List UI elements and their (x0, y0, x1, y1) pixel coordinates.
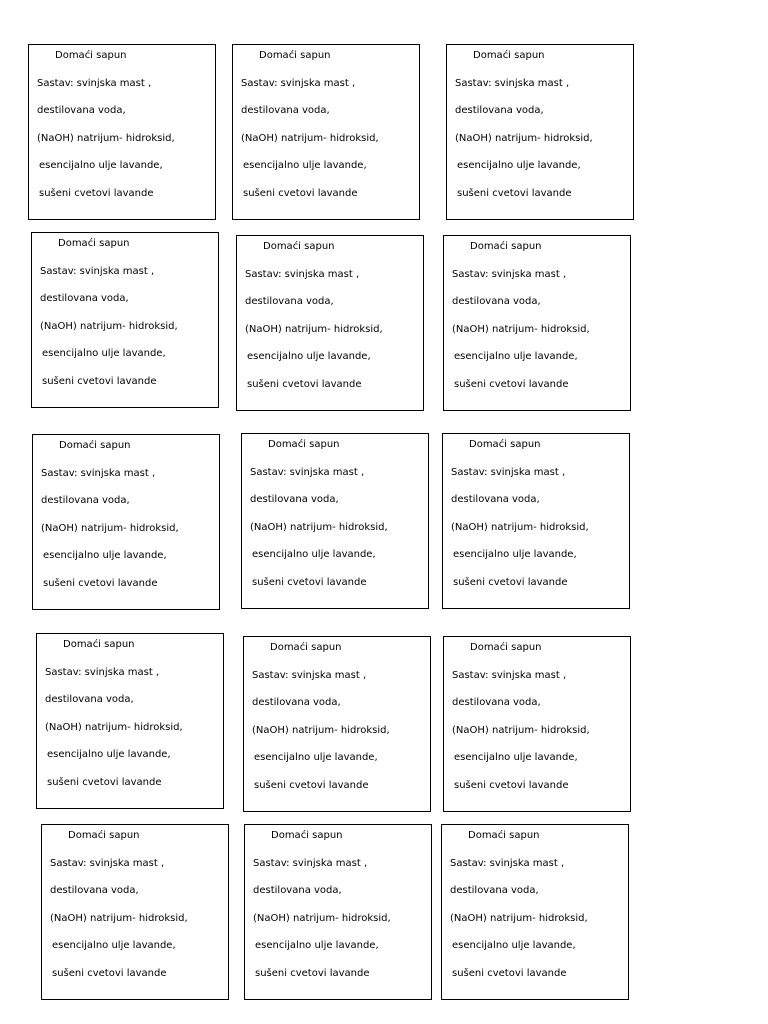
ingredient-line: Sastav: svinjska mast , (37, 78, 152, 89)
card-title: Domaći sapun (473, 50, 545, 61)
ingredient-line: sušeni cvetovi lavande (52, 968, 167, 979)
card-title: Domaći sapun (259, 50, 331, 61)
ingredient-line: (NaOH) natrijum- hidroksid, (455, 133, 593, 144)
ingredient-line: sušeni cvetovi lavande (255, 968, 370, 979)
card-title: Domaći sapun (271, 830, 343, 841)
ingredient-line: Sastav: svinjska mast , (253, 858, 368, 869)
soap-label-card (443, 235, 631, 411)
card-title: Domaći sapun (63, 639, 135, 650)
ingredient-line: sušeni cvetovi lavande (42, 376, 157, 387)
ingredient-line: sušeni cvetovi lavande (254, 780, 369, 791)
ingredient-line: esencijalno ulje lavande, (254, 752, 378, 763)
soap-label-card (36, 633, 224, 809)
ingredient-line: esencijalno ulje lavande, (243, 160, 367, 171)
ingredient-line: (NaOH) natrijum- hidroksid, (245, 324, 383, 335)
card-title: Domaći sapun (59, 440, 131, 451)
card-title: Domaći sapun (470, 642, 542, 653)
ingredient-line: Sastav: svinjska mast , (452, 269, 567, 280)
ingredient-line: sušeni cvetovi lavande (39, 188, 154, 199)
card-title: Domaći sapun (263, 241, 335, 252)
ingredient-line: (NaOH) natrijum- hidroksid, (451, 522, 589, 533)
ingredient-line: esencijalno ulje lavande, (452, 940, 576, 951)
ingredient-line: (NaOH) natrijum- hidroksid, (452, 324, 590, 335)
card-title: Domaći sapun (268, 439, 340, 450)
ingredient-line: (NaOH) natrijum- hidroksid, (241, 133, 379, 144)
ingredient-line: sušeni cvetovi lavande (247, 379, 362, 390)
ingredient-line: (NaOH) natrijum- hidroksid, (50, 913, 188, 924)
ingredient-line: esencijalno ulje lavande, (454, 752, 578, 763)
ingredient-line: (NaOH) natrijum- hidroksid, (450, 913, 588, 924)
ingredient-line: destilovana voda, (241, 105, 330, 116)
ingredient-line: sušeni cvetovi lavande (453, 577, 568, 588)
ingredient-line: esencijalno ulje lavande, (453, 549, 577, 560)
ingredient-line: (NaOH) natrijum- hidroksid, (45, 722, 183, 733)
ingredient-line: Sastav: svinjska mast , (452, 670, 567, 681)
ingredient-line: destilovana voda, (452, 296, 541, 307)
soap-label-card (236, 235, 424, 411)
ingredient-line: (NaOH) natrijum- hidroksid, (452, 725, 590, 736)
ingredient-line: esencijalno ulje lavande, (247, 351, 371, 362)
ingredient-line: Sastav: svinjska mast , (451, 467, 566, 478)
ingredient-line: esencijalno ulje lavande, (47, 749, 171, 760)
card-title: Domaći sapun (470, 241, 542, 252)
ingredient-line: Sastav: svinjska mast , (250, 467, 365, 478)
soap-label-card (244, 824, 432, 1000)
ingredient-line: esencijalno ulje lavande, (43, 550, 167, 561)
ingredient-line: Sastav: svinjska mast , (455, 78, 570, 89)
ingredient-line: destilovana voda, (253, 885, 342, 896)
ingredient-line: destilovana voda, (245, 296, 334, 307)
ingredient-line: destilovana voda, (41, 495, 130, 506)
ingredient-line: destilovana voda, (40, 293, 129, 304)
soap-label-card (32, 434, 220, 610)
ingredient-line: destilovana voda, (250, 494, 339, 505)
ingredient-line: destilovana voda, (37, 105, 126, 116)
ingredient-line: Sastav: svinjska mast , (41, 468, 156, 479)
ingredient-line: sušeni cvetovi lavande (454, 780, 569, 791)
card-title: Domaći sapun (270, 642, 342, 653)
ingredient-line: sušeni cvetovi lavande (243, 188, 358, 199)
ingredient-line: (NaOH) natrijum- hidroksid, (41, 523, 179, 534)
ingredient-line: sušeni cvetovi lavande (43, 578, 158, 589)
ingredient-line: destilovana voda, (451, 494, 540, 505)
card-title: Domaći sapun (469, 439, 541, 450)
ingredient-line: destilovana voda, (455, 105, 544, 116)
ingredient-line: (NaOH) natrijum- hidroksid, (252, 725, 390, 736)
ingredient-line: sušeni cvetovi lavande (457, 188, 572, 199)
soap-label-card (446, 44, 634, 220)
ingredient-line: destilovana voda, (452, 697, 541, 708)
card-title: Domaći sapun (68, 830, 140, 841)
soap-label-card (442, 433, 630, 609)
ingredient-line: sušeni cvetovi lavande (452, 968, 567, 979)
ingredient-line: destilovana voda, (450, 885, 539, 896)
ingredient-line: esencijalno ulje lavande, (252, 549, 376, 560)
ingredient-line: esencijalno ulje lavande, (457, 160, 581, 171)
ingredient-line: esencijalno ulje lavande, (39, 160, 163, 171)
soap-label-card (28, 44, 216, 220)
soap-label-card (243, 636, 431, 812)
ingredient-line: Sastav: svinjska mast , (241, 78, 356, 89)
card-title: Domaći sapun (468, 830, 540, 841)
ingredient-line: Sastav: svinjska mast , (45, 667, 160, 678)
ingredient-line: Sastav: svinjska mast , (50, 858, 165, 869)
soap-label-card (241, 433, 429, 609)
ingredient-line: destilovana voda, (252, 697, 341, 708)
ingredient-line: sušeni cvetovi lavande (454, 379, 569, 390)
ingredient-line: Sastav: svinjska mast , (450, 858, 565, 869)
ingredient-line: destilovana voda, (50, 885, 139, 896)
card-title: Domaći sapun (55, 50, 127, 61)
soap-label-card (31, 232, 219, 408)
ingredient-line: destilovana voda, (45, 694, 134, 705)
ingredient-line: esencijalno ulje lavande, (42, 348, 166, 359)
ingredient-line: (NaOH) natrijum- hidroksid, (253, 913, 391, 924)
soap-label-card (441, 824, 629, 1000)
soap-label-card (41, 824, 229, 1000)
ingredient-line: Sastav: svinjska mast , (245, 269, 360, 280)
ingredient-line: Sastav: svinjska mast , (40, 266, 155, 277)
ingredient-line: sušeni cvetovi lavande (252, 577, 367, 588)
card-title: Domaći sapun (58, 238, 130, 249)
soap-label-card (232, 44, 420, 220)
ingredient-line: esencijalno ulje lavande, (255, 940, 379, 951)
ingredient-line: sušeni cvetovi lavande (47, 777, 162, 788)
ingredient-line: Sastav: svinjska mast , (252, 670, 367, 681)
ingredient-line: esencijalno ulje lavande, (454, 351, 578, 362)
ingredient-line: esencijalno ulje lavande, (52, 940, 176, 951)
soap-label-card (443, 636, 631, 812)
ingredient-line: (NaOH) natrijum- hidroksid, (250, 522, 388, 533)
ingredient-line: (NaOH) natrijum- hidroksid, (37, 133, 175, 144)
ingredient-line: (NaOH) natrijum- hidroksid, (40, 321, 178, 332)
